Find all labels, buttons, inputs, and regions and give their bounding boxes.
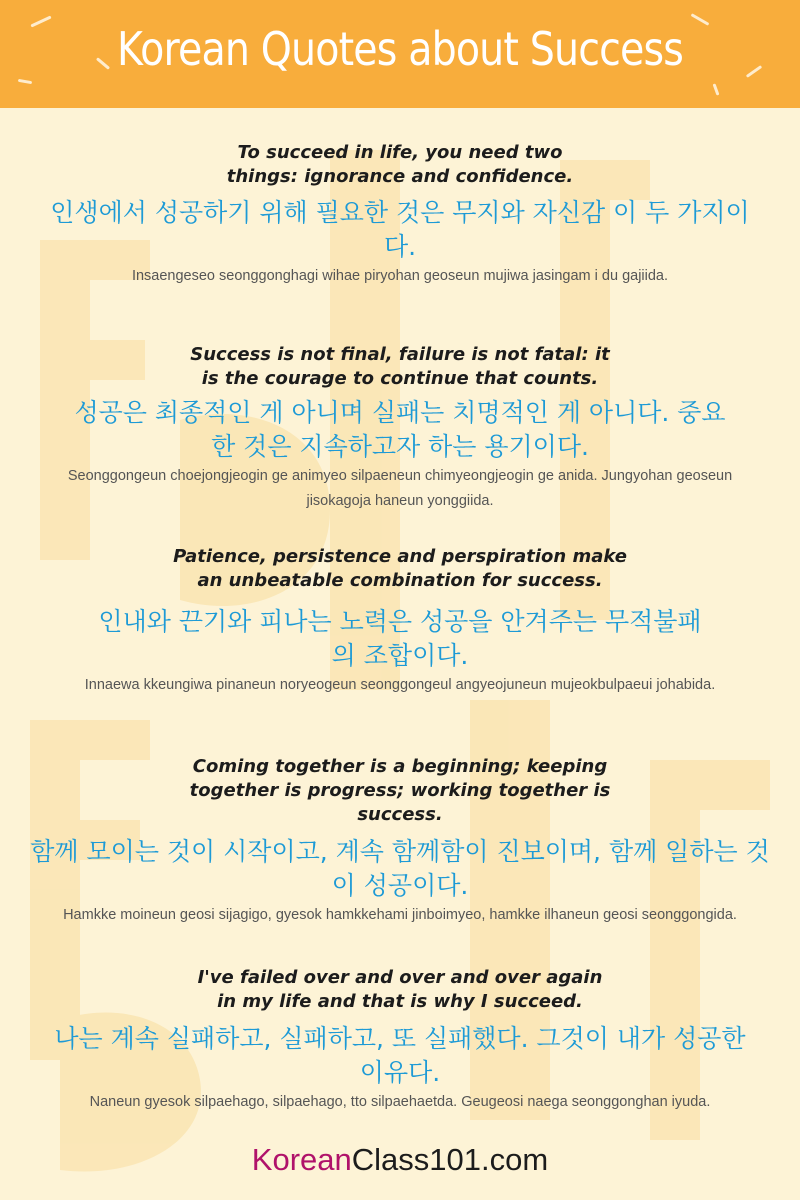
quote-english: Coming together is a beginning; keeping together is progress; working together is success. — [189, 756, 611, 825]
quote-korean: 인내와 끈기와 피나는 노력은 성공을 안겨주는 무적불패의 조합이다. — [98, 607, 702, 670]
quote-romanization: Innaewa kkeungiwa pinaneun noryeogeun seonggongeul angyeojuneun mujeokbulpaeui johabida. — [84, 677, 716, 693]
quote-item — [0, 755, 800, 928]
decorative-dash — [18, 79, 32, 84]
decorative-dash — [713, 83, 720, 95]
quote-romanization: Naneun gyesok silpaehago, silpaehago, tto silpaehaetda. Geugeosi naega seonggonghan iyuda. — [89, 1094, 711, 1110]
brand-name-part1: Korean — [251, 1142, 352, 1177]
quote-korean: 함께 모이는 것이 시작이고, 계속 함께함이 진보이며, 함께 일하는 것이 성공이다. — [30, 837, 770, 900]
brand-logo — [0, 1142, 800, 1178]
quote-english: Success is not final, failure is not fatal: it is the courage to continue that counts. — [190, 344, 610, 389]
quote-english: Patience, persistence and perspiration make an unbeatable combination for success. — [173, 546, 627, 591]
brand-name-part2: Class101.com — [351, 1142, 549, 1177]
decorative-dash — [746, 65, 762, 78]
quote-korean: 성공은 최종적인 게 아니며 실패는 치명적인 게 아니다. 중요한 것은 지속하고자 하는 용기이다. — [74, 398, 726, 461]
quote-korean: 나는 계속 실패하고, 실패하고, 또 실패했다. 그것이 내가 성공한 이유다. — [54, 1024, 746, 1087]
quote-item — [0, 141, 800, 289]
quote-romanization: Seonggongeun choejongjeogin ge animyeo silpaeneun chimyeongjeogin ge anida. Jungyohan geoseun jisokagoja haneun yonggiida. — [67, 468, 733, 509]
decorative-dash — [30, 15, 51, 27]
quote-english: I've failed over and over and over again in my life and that is why I succeed. — [197, 967, 603, 1012]
header-banner — [0, 0, 800, 108]
quote-romanization: Insaengeseo seonggonghagi wihae piryohan geoseun mujiwa jasingam i du gajiida. — [131, 268, 669, 284]
quotes-list — [0, 108, 800, 1200]
quote-item — [0, 966, 800, 1115]
quote-romanization: Hamkke moineun geosi sijagigo, gyesok hamkkehami jinboimyeo, hamkke ilhaneun geosi seonggongida. — [63, 907, 737, 923]
page-title: Korean Quotes about Success — [116, 22, 683, 76]
quote-item — [0, 545, 800, 698]
quote-item — [0, 343, 800, 514]
quote-korean: 인생에서 성공하기 위해 필요한 것은 무지와 자신감 이 두 가지이다. — [50, 198, 750, 261]
quote-english: To succeed in life, you need two things: ignorance and confidence. — [226, 142, 574, 187]
